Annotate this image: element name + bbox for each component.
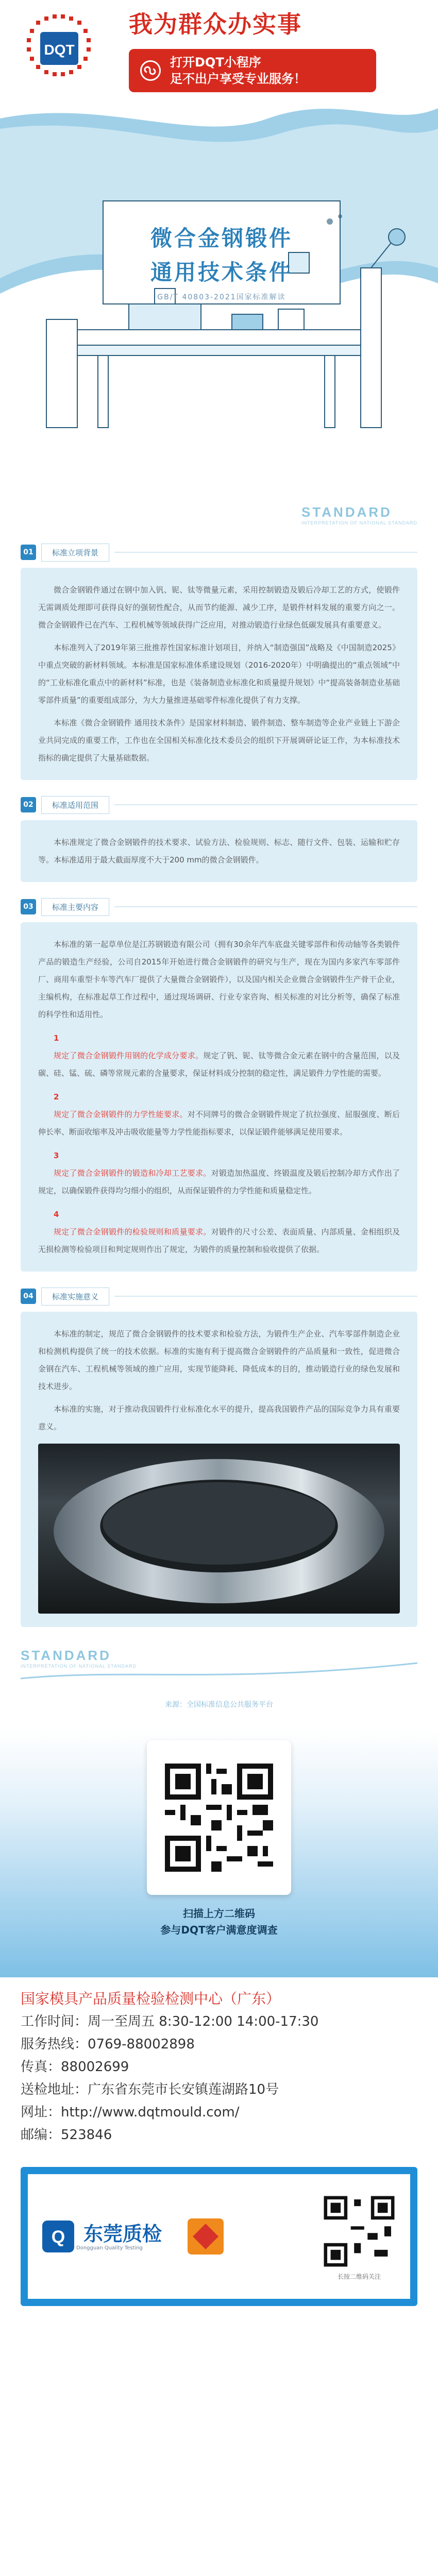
section-divider — [114, 1296, 417, 1297]
brand-bar — [0, 0, 438, 98]
dqt-logo-icon — [21, 10, 98, 88]
wechat-qr[interactable] — [321, 2193, 398, 2281]
hero-title-box — [113, 222, 330, 302]
footer-wave — [21, 1648, 417, 1684]
section-title: 标准立项背景 — [41, 544, 109, 562]
standard-watermark: STANDARD INTERPRETATION OF NATIONAL STANDARD — [301, 504, 417, 526]
list-item — [38, 1047, 400, 1082]
qr-code-icon — [160, 1758, 278, 1877]
wechat-qr-code-icon — [321, 2193, 398, 2270]
section-divider — [114, 804, 417, 805]
item-title: 规定了微合金钢锻件的力学性能要求。 — [54, 1110, 188, 1119]
dg-quality-logo-sub: Dongguan Quality Testing — [76, 2245, 143, 2251]
item-title: 规定了微合金钢锻件的检验规则和质量要求。 — [54, 1227, 211, 1236]
work-hours: 工作时间：周一至周五 8:30-12:00 14:00-17:30 — [21, 2014, 319, 2029]
section-scope — [21, 793, 417, 882]
mini-program-icon — [140, 60, 161, 81]
hero-title-line-1: 微合金钢锻件 — [150, 226, 293, 251]
hero-subtitle: GB/T 40803-2021国家标准解读 — [157, 293, 286, 301]
survey-qr-card[interactable] — [147, 1740, 291, 1895]
qr-caption-line-1: 扫描上方二维码 — [183, 1907, 255, 1920]
dongguan-quality-card — [28, 2174, 410, 2299]
postcode: 邮编：523846 — [21, 2127, 112, 2143]
item-text: 对锻造加热温度、终锻温度及锻后控制冷却方式作出了规定，以确保锻件获得均匀细小的组织，从而保证锻件的力学性能和质量稳定性。 — [38, 1168, 400, 1195]
pill-line-1: 打开DQT小程序 — [170, 55, 261, 70]
standard-watermark-footer: STANDARD INTERPRETATION OF NATIONAL STANDARD — [21, 1648, 137, 1669]
section-body — [21, 820, 417, 882]
section-number: 01 — [21, 545, 36, 560]
service-hotline: 服务热线：0769-88002898 — [21, 2037, 195, 2052]
section-divider — [114, 906, 417, 907]
item-number: 1 — [54, 1033, 59, 1043]
list-item — [38, 1164, 400, 1199]
section-header — [21, 541, 417, 564]
section-title: 标准主要内容 — [41, 898, 109, 916]
item-number: 4 — [54, 1210, 59, 1219]
section-title: 标准适用范围 — [41, 796, 109, 814]
paragraph: 微合金钢锻件通过在钢中加入钒、铌、钛等微量元素，采用控制锻造及锻后冷却工艺的方式，使锻件无需调质处理即可获得良好的强韧性配合，从而节约能源、减少工序，是锻件材料发展的重要方向之一。微合金钢锻件已在汽车、工程机械等领域获得广泛应用，对推动锻造行业绿色低碳发展具有重要意义。 — [38, 585, 400, 630]
item-title: 规定了微合金钢锻件的锻造和冷却工艺要求。 — [54, 1168, 211, 1178]
list-item — [38, 1106, 400, 1141]
svg-text:DQT: DQT — [44, 42, 75, 58]
survey-qr-banner — [0, 1730, 438, 1977]
source-caption: 来源：全国标准信息公共服务平台 — [165, 1701, 273, 1709]
section-number: 04 — [21, 1289, 36, 1304]
forged-ring-photo — [38, 1444, 400, 1614]
section-divider — [114, 552, 417, 553]
dongguan-quality-footer — [21, 2167, 417, 2306]
dg-quality-logo-icon — [40, 2218, 76, 2255]
section-header — [21, 1285, 417, 1308]
wechat-qr-caption: 长按二维码关注 — [337, 2273, 381, 2280]
pill-line-2: 足不出户享受专业服务！ — [170, 72, 306, 86]
contact-info — [0, 1977, 438, 2157]
brand-slogan: 我为群众办实事 — [129, 10, 302, 38]
section-number: 02 — [21, 797, 36, 812]
section-header — [21, 793, 417, 816]
section-body — [21, 568, 417, 780]
section-background — [21, 541, 417, 780]
qr-caption-line-2: 参与DQT客户满意度调查 — [160, 1924, 278, 1936]
section-significance — [21, 1285, 417, 1627]
item-text: 对锻件的尺寸公差、表面质量、内部质量、金相组织及无损检测等检验项目和判定规则作出了规定，为锻件的质量控制和验收提供了依据。 — [38, 1227, 400, 1254]
footer-standard-row — [21, 1648, 417, 1684]
paragraph: 本标准列入了2019年第三批推荐性国家标准计划项目，并纳入“制造强国”战略及《中国制造2025》中重点突破的新材料领域。本标准是国家标准体系建设规划（2016-2020年）中明确提出的“重点领域”中的“工业标准化重点中的新材料”标准，也是《装备制造业标准化和质量提升规划》中“提高装备制造业基础零部件质量”的重要组成部分，为大力量推进基础零件标准化提供了有力支撑。 — [38, 643, 400, 705]
dg-quality-logo-text: 东莞质检 — [83, 2222, 162, 2245]
address: 送检地址：广东省东莞市长安镇莲湖路10号 — [21, 2082, 279, 2097]
brand-right — [129, 6, 417, 92]
section-main-content — [21, 895, 417, 1272]
tech-logo-icon — [182, 2213, 229, 2260]
section-body — [21, 922, 417, 1272]
list-item — [38, 1223, 400, 1258]
item-text: 规定了钒、铌、钛等微合金元素在钢中的含量范围，以及碳、硅、锰、硫、磷等常规元素的含量要求，保证材料成分控制的稳定性，满足锻件力学性能的需要。 — [38, 1051, 400, 1078]
item-number: 3 — [54, 1151, 59, 1160]
section-header — [21, 895, 417, 918]
svg-text:Q: Q — [51, 2227, 65, 2247]
hero-illustration — [0, 98, 438, 526]
fax: 传真：88002699 — [21, 2059, 129, 2075]
paragraph: 本标准规定了微合金钢锻件的技术要求、试验方法、检验规则、标志、随行文件、包装、运输和贮存等。本标准适用于最大截面厚度不大于200 mm的微合金钢锻件。 — [38, 838, 400, 865]
mini-program-banner[interactable] — [129, 49, 376, 92]
section-title: 标准实施意义 — [41, 1287, 109, 1306]
paragraph: 本标准《微合金钢锻件 通用技术条件》是国家材料制造、锻件制造、整车制造等企业产业链上下游企业共同完成的重要工作，工作也在全国相关标准化技术委员会的组织下开展调研论证工作，为本标准技术指标的确定提供了大量基础数据。 — [38, 718, 400, 762]
hero-banner — [0, 98, 438, 526]
qr-caption — [0, 1905, 438, 1938]
paragraph: 本标准的第一起草单位是江苏钢锻造有限公司（拥有30余年汽车底盘关键零部件和传动轴等各类锻件产品的锻造生产经验，公司自2015年开始进行微合金钢锻件的研究与生产，现在为国内多家汽车零部件厂、商用车重型卡车等汽车厂提供了大量微合金钢锻件），以及国内相关企业微合金钢锻件生产骨干企业，主编机构，在标准起草工作过程中，通过现场调研、行业专家咨询、相关标准的对比分析等，确保了标准的科学性和适用性。 — [38, 940, 400, 1019]
paragraph: 本标准的实施，对于推动我国锻件行业标准化水平的提升，提高我国锻件产品的国际竞争力具有重要意义。 — [38, 1404, 400, 1431]
website-link[interactable]: 网址：http://www.dqtmould.com/ — [21, 2105, 240, 2120]
section-body — [21, 1312, 417, 1627]
item-number: 2 — [54, 1092, 59, 1101]
item-text: 对不同牌号的微合金钢锻件规定了抗拉强度、屈服强度、断后伸长率、断面收缩率及冲击吸收能量等力学性能指标要求，以保证锻件能够满足使用要求。 — [38, 1110, 400, 1137]
center-name: 国家模具产品质量检验检测中心（广东） — [21, 1990, 281, 2007]
item-title: 规定了微合金钢锻件用钢的化学成分要求。 — [54, 1051, 204, 1060]
paragraph: 本标准的制定，规范了微合金钢锻件的技术要求和检验方法，为锻件生产企业、汽车零部件制造企业和检测机构提供了统一的技术依据。标准的实施有利于提高微合金钢锻件的产品质量和一致性，促进微合金钢在汽车、工程机械等领域的推广应用，实现节能降耗、降低成本的目的，推动锻造行业的绿色发展和技术进步。 — [38, 1329, 400, 1391]
hero-title-line-2: 通用技术条件 — [150, 260, 293, 285]
section-number: 03 — [21, 899, 36, 914]
